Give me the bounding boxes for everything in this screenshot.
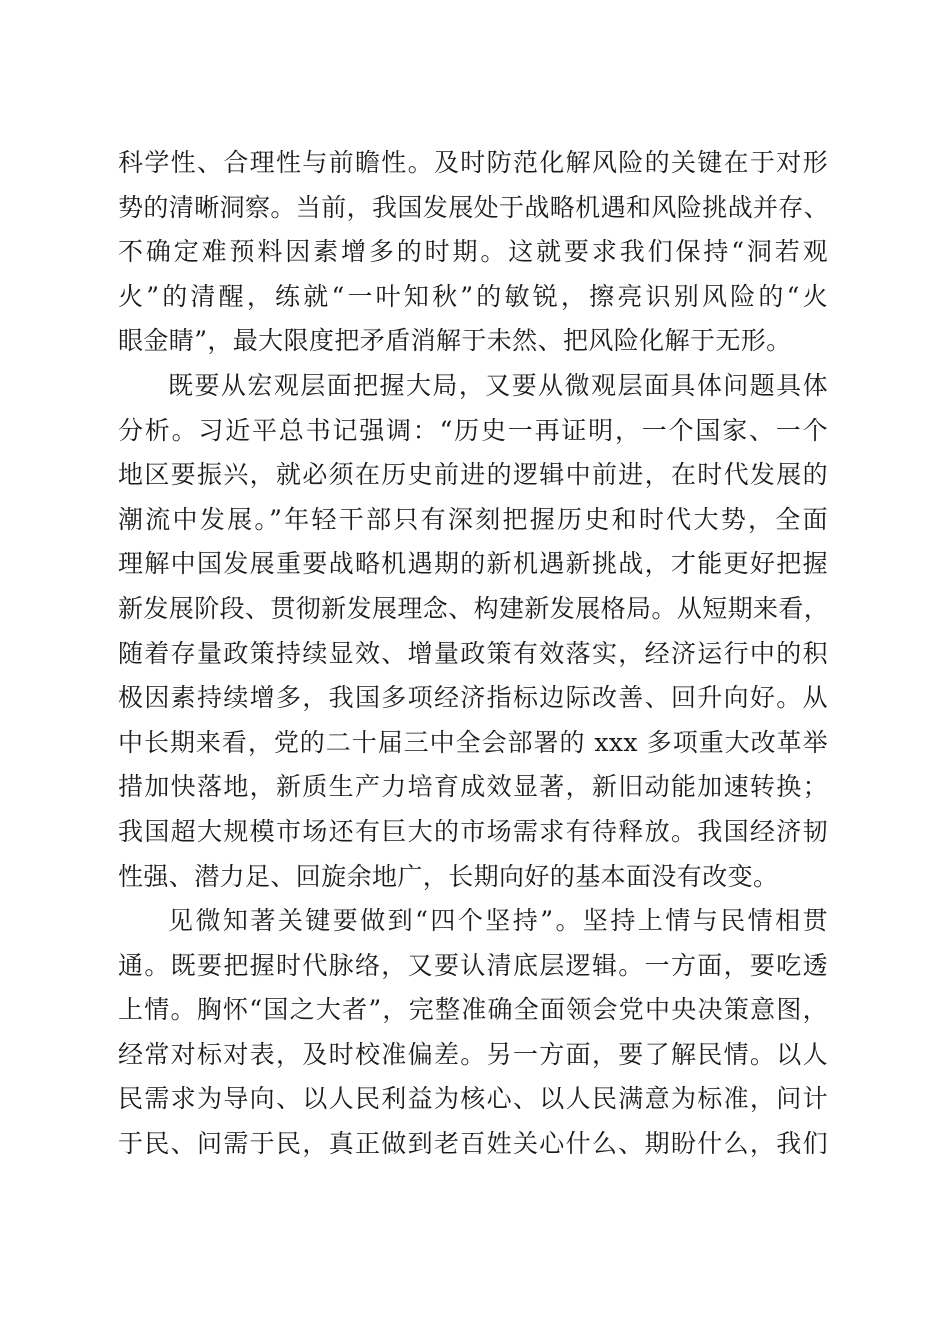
paragraph-3-line-2: 通。既要把握时代脉络，又要认清底层逻辑。一方面，要吃透: [118, 950, 828, 980]
paragraph-2-line-3: 地区要振兴，就必须在历史前进的逻辑中前进，在时代发展的: [118, 460, 828, 490]
paragraph-1-line-3: 不确定难预料因素增多的时期。这就要求我们保持“洞若观: [118, 237, 828, 267]
paragraph-2-line-9: 中长期来看，党的二十届三中全会部署的 xxx 多项重大改革举: [118, 727, 828, 757]
paragraph-2-line-8: 极因素持续增多，我国多项经济指标边际改善、回升向好。从: [118, 683, 828, 713]
paragraph-3-line-4: 经常对标对表，及时校准偏差。另一方面，要了解民情。以人: [118, 1039, 828, 1069]
paragraph-2-line-2: 分析。习近平总书记强调：“历史一再证明，一个国家、一个: [118, 415, 828, 445]
paragraph-3-line-6: 于民、问需于民，真正做到老百姓关心什么、期盼什么，我们: [118, 1129, 828, 1159]
paragraph-2-line-6: 新发展阶段、贯彻新发展理念、构建新发展格局。从短期来看，: [118, 593, 830, 623]
paragraph-2-line-4: 潮流中发展。”年轻干部只有深刻把握历史和时代大势，全面: [118, 504, 828, 534]
paragraph-1-line-4: 火”的清醒，练就“一叶知秋”的敏锐，擦亮识别风险的“火: [118, 281, 828, 311]
paragraph-2-line-10: 措加快落地，新质生产力培育成效显著，新旧动能加速转换；: [118, 772, 828, 802]
paragraph-1-line-5: 眼金睛”，最大限度把矛盾消解于未然、把风险化解于无形。: [118, 326, 792, 356]
paragraph-2-line-7: 随着存量政策持续显效、增量政策有效落实，经济运行中的积: [118, 638, 828, 668]
paragraph-2-line-5: 理解中国发展重要战略机遇期的新机遇新挑战，才能更好把握: [118, 549, 828, 579]
paragraph-2-line-1: 既要从宏观层面把握大局，又要从微观层面具体问题具体: [168, 370, 828, 400]
paragraph-3-line-1: 见微知著关键要做到“四个坚持”。坚持上情与民情相贯: [168, 906, 828, 936]
paragraph-1-line-2: 势的清晰洞察。当前，我国发展处于战略机遇和风险挑战并存、: [118, 192, 830, 222]
paragraph-3-line-3: 上情。胸怀“国之大者”，完整准确全面领会党中央决策意图，: [118, 995, 828, 1025]
paragraph-3-line-5: 民需求为导向、以人民利益为核心、以人民满意为标准，问计: [118, 1084, 828, 1114]
paragraph-1-line-1: 科学性、合理性与前瞻性。及时防范化解风险的关键在于对形: [118, 148, 828, 177]
paragraph-2-line-11: 我国超大规模市场还有巨大的市场需求有待释放。我国经济韧: [118, 816, 828, 846]
document-body: [118, 141, 828, 1167]
paragraph-2-line-12: 性强、潜力足、回旋余地广，长期向好的基本面没有改变。: [118, 861, 779, 891]
